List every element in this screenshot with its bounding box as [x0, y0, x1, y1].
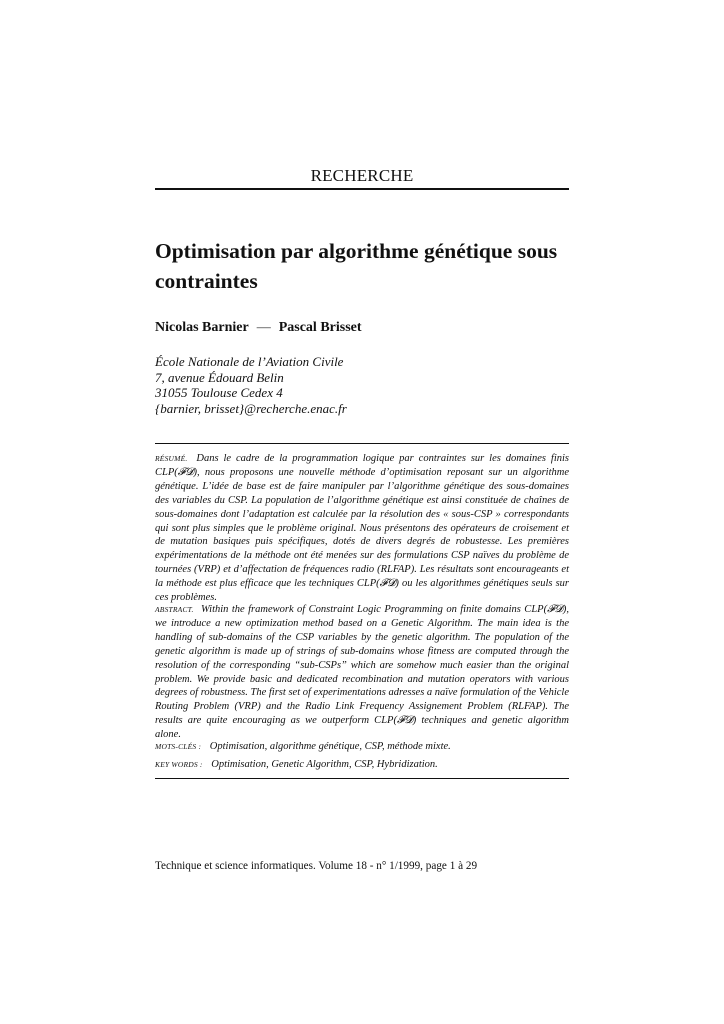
affiliation-block — [155, 354, 347, 416]
affiliation-email: {barnier, brisset}@recherche.enac.fr — [155, 400, 347, 416]
keywords-fr-label: MOTS-CLÉS : — [155, 742, 202, 751]
author-name: Nicolas Barnier — [155, 320, 249, 335]
affiliation-line: 7, avenue Édouard Belin — [155, 369, 284, 385]
paper-title: Optimisation par algorithme génétique sous contraintes — [155, 239, 558, 293]
abstract-top-rule — [155, 443, 569, 444]
keywords-en-text: Optimisation, Genetic Algorithm, CSP, Hybridization. — [211, 759, 438, 770]
affiliation-line: 31055 Toulouse Cedex 4 — [155, 385, 283, 400]
keywords-en — [155, 759, 569, 770]
author-name: Pascal Brisset — [278, 320, 362, 335]
header-rule — [155, 188, 569, 190]
keywords-en-label: KEY WORDS : — [155, 760, 203, 769]
abstract-text: Within the framework of Constraint Logic Programming on finite domains CLP(𝓕𝓓), we introduce a new optimization method based on a Genetic Algorithm. The main idea is the handling of sub-domains of the CSP variables by the genetic algorithm. The population of the genetic algorithm is made up of strings of sub-domains whose fitness are computed through the resolution of the corresponding “sub-CSPs” which are somehow much easier than the original problem. We provide basic and dedicated recombination and mutation operators with various degrees of robustness. The first set of experimentations adresses a naïve formulation of the Vehicle Routing Problem (VRP) and the Radio Link Frequency Assignement Problem (RLFAP). The results are quite encouraging as we outperform CLP(𝓕𝓓) techniques and genetic algorithm alone. — [155, 604, 569, 741]
abstract-bottom-rule — [155, 778, 569, 779]
keywords-fr — [155, 741, 569, 752]
keywords-fr-text: Optimisation, algorithme génétique, CSP, méthode mixte. — [209, 741, 451, 752]
author-separator: — — [256, 320, 271, 335]
abstract-paragraph — [155, 603, 569, 742]
journal-footer: Technique et science informatiques. Volume 18 - n° 1/1999, page 1 à 29 — [155, 860, 478, 872]
section-heading: RECHERCHE — [310, 166, 414, 185]
abstract-label: ABSTRACT. — [155, 605, 194, 614]
resume-label: RÉSUMÉ. — [155, 454, 188, 463]
author-list — [155, 320, 362, 336]
affiliation-line: École Nationale de l’Aviation Civile — [155, 354, 344, 369]
resume-paragraph — [155, 452, 569, 605]
resume-text: Dans le cadre de la programmation logique par contraintes sur les domaines finis CLP(𝓕𝓓), nous proposons une nouvelle méthode d’optimisation reposant sur un algorithme génétique. L’idée de base est de faire manipuler par l’algorithme génétique des sous-domaines des variables du CSP. La population de l’algorithme génétique est ainsi constituée de chaînes de sous-domaines dont l’adaptation est calculée par la résolution des « sous-CSP » correspondants qui sont plus simples que le problème original. Nous présentons des opérateurs de croisement et de mutation basiques puis spécifiques, dotés de divers degrés de robustesse. Les premières expérimentations de la méthode ont été menées sur des formulations CSP naïves du problème de tournées (VRP) et d’affectation de fréquences radio (RLFAP). Les résultats sont encourageants et la méthode est plus efficace que les techniques CLP(𝓕𝓓) ou les algorithmes génétiques seuls sur ces problèmes. — [155, 453, 569, 604]
